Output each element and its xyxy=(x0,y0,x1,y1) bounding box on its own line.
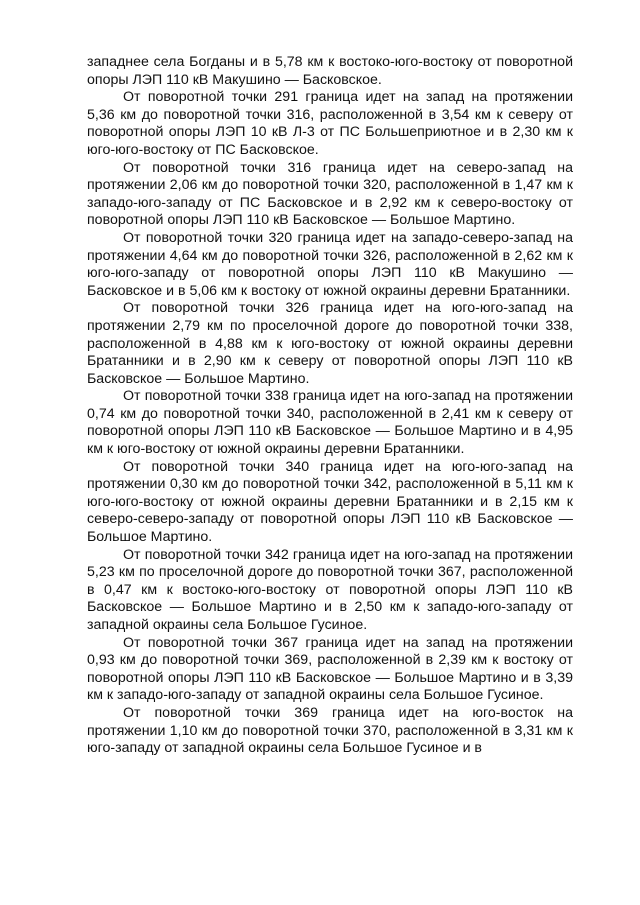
paragraph-10: От поворотной точки 369 граница идет на юго-восток на протяжении 1,10 км до поворотной точки 370, расположенной в 3,31 км к юго-западу от западной окраины села Большое Гусиное и в xyxy=(87,704,573,757)
document-page xyxy=(87,54,573,758)
paragraph-7: От поворотной точки 340 граница идет на юго-юго-запад на протяжении 0,30 км до поворотной точки 342, расположенной в 5,11 км к юго-юго-востоку от южной окраины деревни Братанники и в 2,15 км к северо-северо-западу от поворотной опоры ЛЭП 110 кВ Басковское — Большое Мартино. xyxy=(87,458,573,546)
paragraph-9: От поворотной точки 367 граница идет на запад на протяжении 0,93 км до поворотной точки 369, расположенной в 2,39 км к востоку от поворотной опоры ЛЭП 110 кВ Басковское — Большое Мартино и в 3,39 км к западо-юго-западу от западной окраины села Большое Гусиное. xyxy=(87,634,573,704)
paragraph-4: От поворотной точки 320 граница идет на западо-северо-запад на протяжении 4,64 км до поворотной точки 326, расположенной в 2,62 км к юго-юго-западу от поворотной опоры ЛЭП 110 кВ Макушино — Басковское и в 5,06 км к востоку от южной окраины деревни Братанники. xyxy=(87,229,573,299)
paragraph-6: От поворотной точки 338 граница идет на юго-запад на протяжении 0,74 км до поворотной точки 340, расположенной в 2,41 км к северу от поворотной опоры ЛЭП 110 кВ Басковское — Большое Мартино и в 4,95 км к юго-востоку от южной окраины деревни Братанники. xyxy=(87,388,573,458)
paragraph-1: западнее села Богданы и в 5,78 км к востоко-юго-востоку от поворотной опоры ЛЭП 110 кВ Макушино — Басковское. xyxy=(87,54,573,88)
paragraph-5: От поворотной точки 326 граница идет на юго-юго-запад на протяжении 2,79 км по проселочной дороге до поворотной точки 338, расположенной в 4,88 км к юго-востоку от южной окраины деревни Братанники и в 2,90 км к северу от поворотной опоры ЛЭП 110 кВ Басковское — Большое Мартино. xyxy=(87,300,573,387)
paragraph-3: От поворотной точки 316 граница идет на северо-запад на протяжении 2,06 км до поворотной точки 320, расположенной в 1,47 км к западо-юго-западу от ПС Басковское и в 2,92 км к северо-востоку от поворотной опоры ЛЭП 110 кВ Басковское — Большое Мартино. xyxy=(87,159,573,229)
paragraph-2: От поворотной точки 291 граница идет на запад на протяжении 5,36 км до поворотной точки 316, расположенной в 3,54 км к северу от поворотной опоры ЛЭП 10 кВ Л-3 от ПС Большеприютное и в 2,30 км к юго-юго-востоку от ПС Басковское. xyxy=(87,89,573,158)
paragraph-8: От поворотной точки 342 граница идет на юго-запад на протяжении 5,23 км по проселочной дороге до поворотной точки 367, расположенной в 0,47 км к востоко-юго-востоку от поворотной опоры ЛЭП 110 кВ Басковское — Большое Мартино и в 2,50 км к западо-юго-западу от западной окраины села Большое Гусиное. xyxy=(87,546,573,633)
